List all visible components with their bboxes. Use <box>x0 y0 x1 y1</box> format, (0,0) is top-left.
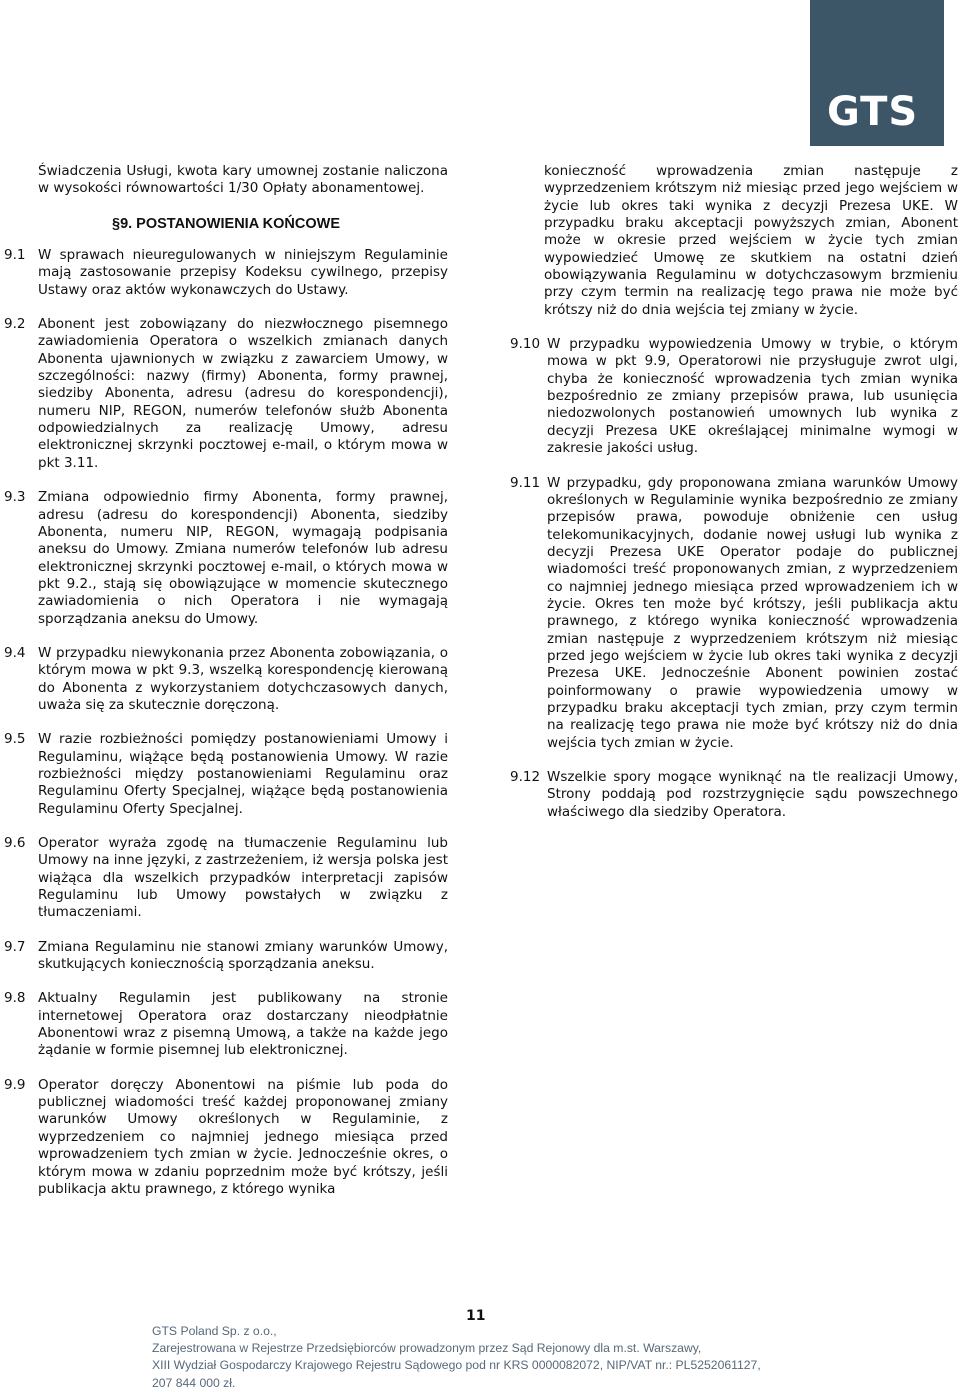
clause-number: 9.5 <box>4 731 26 748</box>
clause-text: Zmiana odpowiednio firmy Abonenta, formy prawnej, adresu (adresu do korespondencji) Abonenta, siedziby Abonenta, numeru NIP, REGON, wymagają podpisania aneksu do Umowy. Zmiana numerów telefonów lub adresu elektronicznej skrzynki pocztowej e-mail, o których mowa w pkt 9.2., stają się obowiązujące w momencie skutecznego zawiadomienia o nich Operatora i nie wymagają sporządzania aneksu do Umowy. <box>38 489 448 627</box>
footer-line-krs: XIII Wydział Gospodarczy Krajowego Rejestru Sądowego pod nr KRS 0000082072, NIP/VAT nr.: PL5252061127, <box>152 1358 761 1373</box>
company-footer <box>152 1323 952 1392</box>
clause-number: 9.4 <box>4 644 26 661</box>
clause-9-5 <box>4 731 448 818</box>
clause-9-9 <box>4 1077 448 1198</box>
clause-number: 9.8 <box>4 990 26 1007</box>
clause-number: 9.10 <box>510 336 541 353</box>
clause-text: W przypadku niewykonania przez Abonenta zobowiązania, o którym mowa w pkt 9.3, wszelką korespondencję kierowaną do Abonenta z wykorzystaniem dotychczasowych danych, uważa się za skutecznie doręczoną. <box>38 644 448 713</box>
clause-text: Operator doręczy Abonentowi na piśmie lub poda do publicznej wiadomości treść każdej proponowanej zmiany warunków Umowy określonych w Regulaminie, z wyprzedzeniem co najmniej jednego miesiąca przed wprowadzeniem tych zmian w życie. Jednocześnie okres, o którym mowa w zdaniu poprzednim może być krótszy, jeśli publikacja aktu prawnego, z którego wynika <box>38 1076 448 1197</box>
clause-number: 9.7 <box>4 938 26 955</box>
clause-text: Operator wyraża zgodę na tłumaczenie Regulaminu lub Umowy na inne języki, z zastrzeżeniem, iż wersja polska jest wiążąca dla wszelkich przypadków interpretacji zapisów Regulaminu lub Umowy powstałych w związku z tłumaczeniami. <box>38 835 448 921</box>
clause-text: W sprawach nieuregulowanych w niniejszym Regulaminie mają zastosowanie przepisy Kodeksu cywilnego, przepisy Ustawy oraz aktów wykonawczych do Ustawy. <box>38 247 448 298</box>
clause-number: 9.2 <box>4 316 26 333</box>
clause-number: 9.11 <box>510 474 541 491</box>
clause-9-2 <box>4 316 448 472</box>
footer-line-company: GTS Poland Sp. z o.o., <box>152 1324 277 1338</box>
footer-line-registry: Zarejestrowana w Rejestrze Przedsiębiorców prowadzonym przez Sąd Rejonowy dla m.st. Warszawy, <box>152 1341 702 1356</box>
clause-number: 9.6 <box>4 835 26 851</box>
clause-9-10 <box>510 336 958 457</box>
clause-9-4 <box>4 645 448 714</box>
footer-line-capital: 207 844 000 zł. <box>152 1375 236 1390</box>
clause-text: W przypadku wypowiedzenia Umowy w trybie, o którym mowa w pkt 9.9, Operatorowi nie przysługuje zwrot ulgi, chyba że konieczność wprowadzenia tych zmian wynika bezpośrednio ze zmiany przepisów prawa, lub usunięcia niedozwolonych postanowień umownych lub wynika z decyzji Prezesa UKE określającej minimalne wymogi w zakresie jakości usług. <box>547 336 958 457</box>
page-number: 11 <box>466 1308 486 1324</box>
logo-text: GTS <box>827 89 919 135</box>
clause-text: Aktualny Regulamin jest publikowany na stronie internetowej Operatora oraz dostarczany nieodpłatnie Abonentowi wraz z pisemną Umową, a także na każde jego żądanie w formie pisemnej lub elektronicznej. <box>38 990 448 1059</box>
left-column <box>4 163 448 1215</box>
right-column <box>510 163 958 838</box>
clause-9-1 <box>4 247 448 299</box>
clause-text: Abonent jest zobowiązany do niezwłocznego pisemnego zawiadomienia Operatora o wszelkich zmianach danych Abonenta ujawnionych w związku z zawarciem Umowy, w szczególności: nazwy (firmy) Abonenta, formy prawnej, siedziby Abonenta, adresu (adresu do korespondencji), numeru NIP, REGON, numerów telefonów służb Abonenta odpowiedzialnych za realizację Umowy, adresu elektronicznej skrzynki pocztowej e-mail, o którym mowa w pkt 3.11. <box>38 316 448 471</box>
clause-text: W przypadku, gdy proponowana zmiana warunków Umowy określonych w Regulaminie wynika bezpośrednio ze zmiany przepisów prawa, powoduje obniżenie cen usług telekomunikacyjnych, dodanie nowej usługi lub wynika z decyzji Prezesa UKE Operator podaje do publicznej wiadomości treść proponowanych zmian, z wyprzedzeniem co najmniej jednego miesiąca przed wprowadzeniem ich w życie. Okres ten może być krótszy, jeśli publikacja aktu prawnego, z którego wynika konieczność wprowadzenia zmian następuje z wyprzedzeniem krótszym niż miesiąc przed jego wejściem w życie lub okres taki wynika z decyzji Prezesa UKE. Jednocześnie Abonent powinien zostać poinformowany o prawie wypowiedzenia umowy w przypadku braku akceptacji tych zmian, przy czym termin na realizację tego prawa nie może być krótszy niż do dnia wejścia tych zmian w życie. <box>547 474 958 751</box>
clause-number: 9.9 <box>4 1076 26 1093</box>
intro-paragraph: Świadczenia Usługi, kwota kary umownej zostanie naliczona w wysokości równowartości 1/30 Opłaty abonamentowej. <box>38 163 448 197</box>
clause-number: 9.3 <box>4 489 26 506</box>
clause-9-11 <box>510 475 958 753</box>
clause-9-7 <box>4 939 448 974</box>
clause-9-6 <box>4 835 448 922</box>
clause-9-8 <box>4 990 448 1059</box>
clause-number: 9.1 <box>4 247 26 264</box>
clause-9-12 <box>510 769 958 821</box>
gts-logo <box>810 0 944 146</box>
clause-9-3 <box>4 489 448 628</box>
clause-text: Zmiana Regulaminu nie stanowi zmiany warunków Umowy, skutkujących koniecznością sporządzania aneksu. <box>38 938 448 973</box>
section-heading: §9. POSTANOWIENIA KOŃCOWE <box>112 215 340 232</box>
clause-number: 9.12 <box>510 769 541 785</box>
clause-text: Wszelkie spory mogące wyniknąć na tle realizacji Umowy, Strony poddają pod rozstrzygnięcie sądu powszechnego właściwego dla siedziby Operatora. <box>547 769 958 820</box>
clause-text: W razie rozbieżności pomiędzy postanowieniami Umowy i Regulaminu, wiążące będą postanowienia Umowy. W razie rozbieżności między postanowieniami Regulaminu oraz Regulaminu Oferty Specjalnej, wiążące będą postanowienia Regulaminu Oferty Specjalnej. <box>38 731 448 817</box>
clause-9-9-continuation: konieczność wprowadzenia zmian następuje z wyprzedzeniem krótszym niż miesiąc przed jego wejściem w życie lub okres taki wynika z decyzji Prezesa UKE. W przypadku braku akceptacji powyższych zmian, Abonent może w okresie przed wejściem w życie tych zmian wypowiedzieć Umowę ze skutkiem na ostatni dzień obowiązywania Regulaminu w dotychczasowym brzmieniu przy czym termin na realizację tego prawa nie może być krótszy niż do dnia wejścia tej zmiany w życie. <box>544 163 958 318</box>
